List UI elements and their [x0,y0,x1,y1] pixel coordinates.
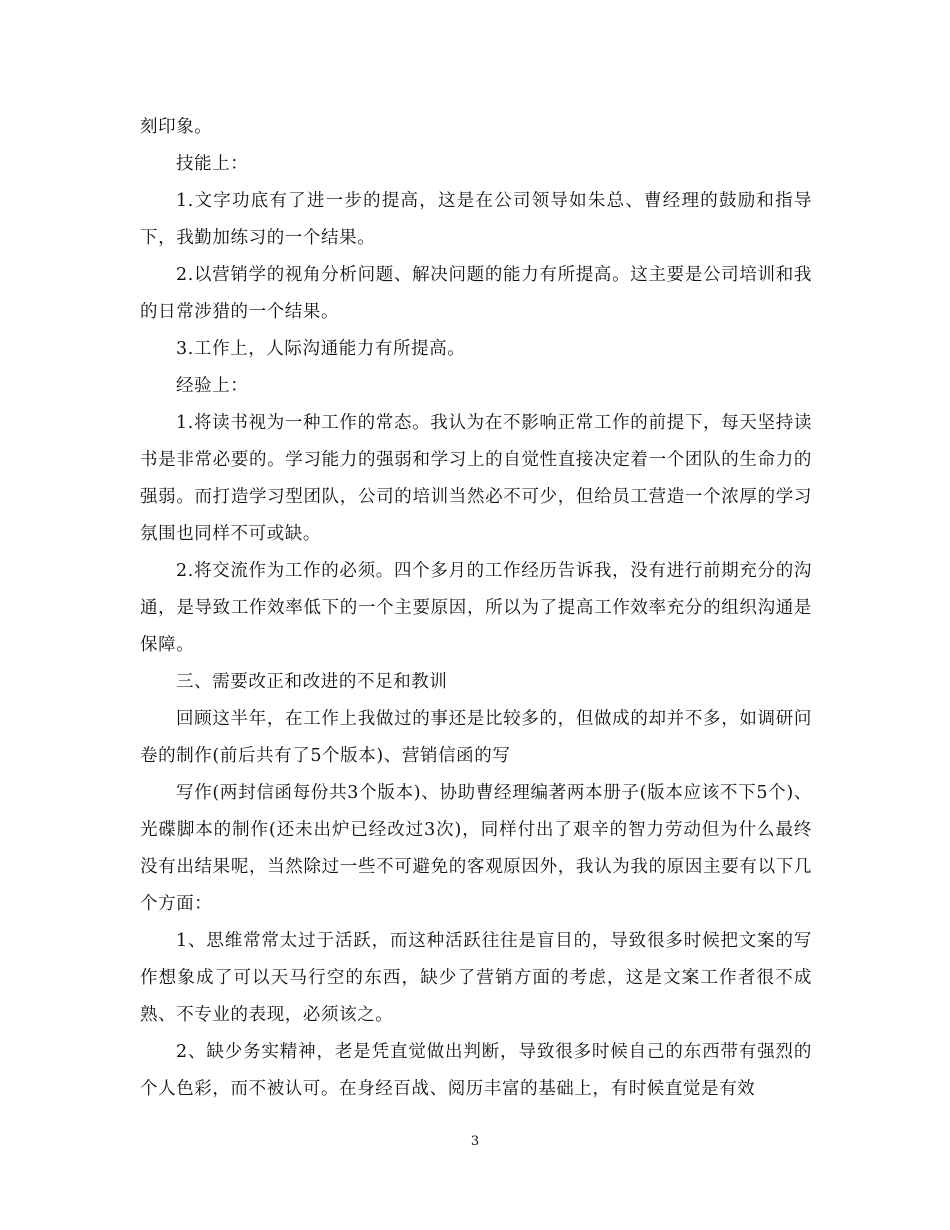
page-number: 3 [470,1134,480,1149]
document-body [140,109,812,1108]
paragraph: 写作(两封信函每份共3个版本)、协助曹经理编著两本册子(版本应该不下5个)、光碟脚本的制作(还未出炉已经改过3次)，同样付出了艰辛的智力劳动但为什么最终没有出结果呢，当然除过一些不可避免的客观原因外，我认为我的原因主要有以下几个方面： [140,783,812,914]
paragraph: 回顾这半年，在工作上我做过的事还是比较多的，但做成的却并不多，如调研问卷的制作(前后共有了5个版本)、营销信函的写 [140,709,812,766]
paragraph: 3.工作上，人际沟通能力有所提高。 [176,339,466,359]
paragraph: 1.文字功底有了进一步的提高，这是在公司领导如朱总、曹经理的鼓励和指导下，我勤加练习的一个结果。 [140,191,812,248]
section-heading-shortcomings: 三、需要改正和改进的不足和教训 [176,672,448,692]
paragraph: 1、思维常常太过于活跃，而这种活跃往往是盲目的，导致很多时候把文案的写作想象成了可以天马行空的东西，缺少了营销方面的考虑，这是文案工作者很不成熟、不专业的表现，必须该之。 [140,931,812,1025]
paragraph: 2、缺少务实精神，老是凭直觉做出判断，导致很多时候自己的东西带有强烈的个人色彩，而不被认可。在身经百战、阅历丰富的基础上，有时候直觉是有效 [140,1042,812,1099]
paragraph: 2.以营销学的视角分析问题、解决问题的能力有所提高。这主要是公司培训和我的日常涉猎的一个结果。 [140,265,812,322]
section-heading-skills: 技能上： [176,154,249,174]
paragraph: 刻印象。 [140,117,213,137]
section-heading-experience: 经验上： [176,376,249,396]
paragraph: 2.将交流作为工作的必须。四个多月的工作经历告诉我，没有进行前期充分的沟通，是导致工作效率低下的一个主要原因，所以为了提高工作效率充分的组织沟通是保障。 [140,561,812,655]
paragraph: 1.将读书视为一种工作的常态。我认为在不影响正常工作的前提下，每天坚持读书是非常必要的。学习能力的强弱和学习上的自觉性直接决定着一个团队的生命力的强弱。而打造学习型团队，公司的培训当然必不可少，但给员工营造一个浓厚的学习氛围也同样不可或缺。 [140,413,812,544]
